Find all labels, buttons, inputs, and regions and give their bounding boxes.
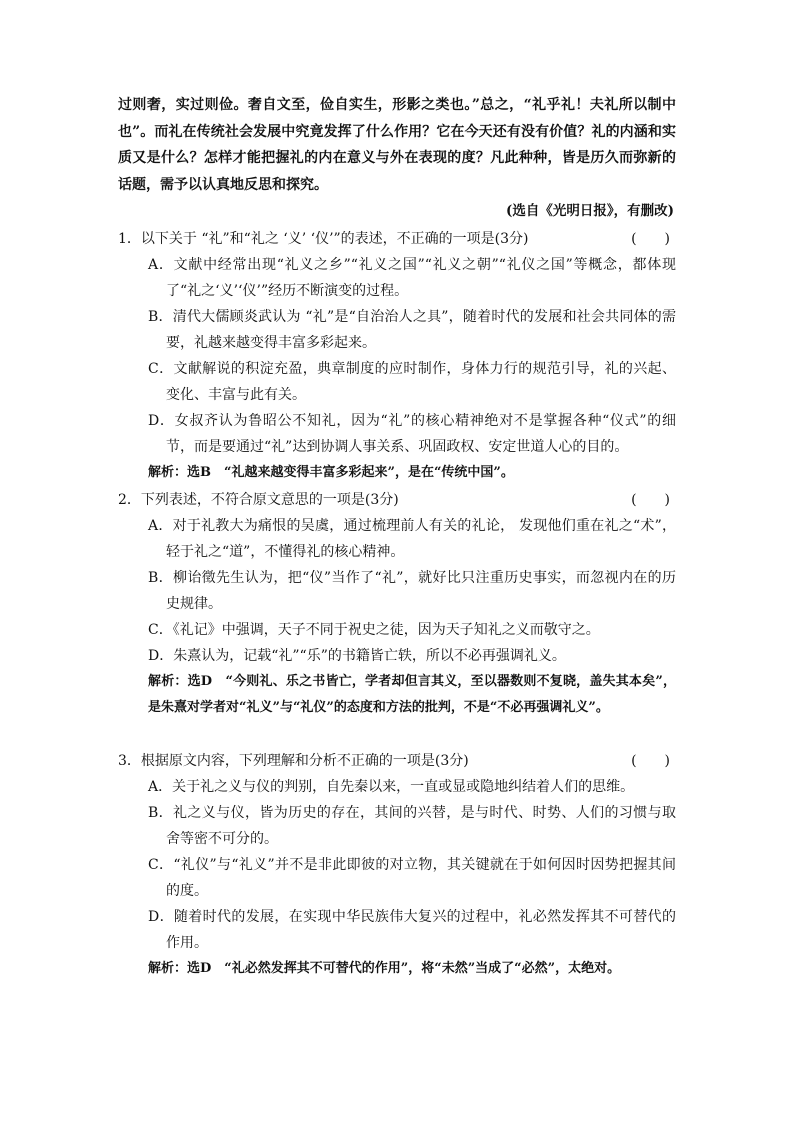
answer-blank: ( )	[631, 231, 670, 247]
option-c: C．《礼记》中强调，天子不同于祝史之徒，因为天子知礼之义而敬守之。	[148, 622, 600, 638]
option-a: A．文献中经常出现“礼义之乡”“礼义之国”“礼义之朝”“礼仪之国”等概念，都体现了“礼之‘义’‘仪’”经历不断演变的过程。	[148, 257, 676, 299]
question-stem	[118, 487, 676, 513]
question-stem-text: 3．根据原文内容，下列理解和分析不正确的一项是(3分)	[118, 753, 469, 769]
analysis: 解析：选B “礼越来越变得丰富多彩起来”，是在“传统中国”。	[148, 465, 514, 480]
question-2	[118, 487, 676, 721]
question-1	[118, 226, 676, 486]
question-stem	[118, 226, 676, 252]
question-stem-text: 1．以下关于 “礼”和“礼之 ‘义’ ‘仪’”的表述，不正确的一项是(3分)	[118, 231, 529, 247]
question-3	[118, 748, 676, 982]
option-b: B．礼之义与仪，皆为历史的存在，其间的兴替，是与时代、时势、人们的习惯与取舍等密不可分的。	[148, 805, 676, 847]
option-c: C．“礼仪”与“礼义”并不是非此即彼的对立物，其关键就在于如何因时因势把握其间的度。	[148, 857, 676, 899]
option-b: B．清代大儒顾炎武认为 “礼”是“自治治人之具”，随着时代的发展和社会共同体的需要，礼越来越变得丰富多彩起来。	[148, 309, 676, 351]
option-c: C．文献解说的积淀充盈，典章制度的应时制作，身体力行的规范引导，礼的兴起、变化、丰富与此有关。	[148, 361, 676, 403]
question-stem-text: 2．下列表述，不符合原文意思的一项是(3分)	[118, 492, 399, 508]
question-stem	[118, 748, 676, 774]
option-d: D．随着时代的发展，在实现中华民族伟大复兴的过程中，礼必然发挥其不可替代的作用。	[148, 909, 676, 951]
analysis: 解析：选D “今则礼、乐之书皆亡，学者却但言其义，至以器数则不复晓，盖失其本矣”，是朱熹对学者对“礼义”与“礼仪”的态度和方法的批判，不是“不必再强调礼义”。	[148, 674, 676, 715]
option-b: B．柳诒徵先生认为，把“仪”当作了“礼”，就好比只注重历史事实，而忽视内在的历史规律。	[148, 570, 676, 612]
option-a: A．对于礼教大为痛恨的吴虞，通过梳理前人有关的礼论， 发现他们重在礼之“术”，轻于礼之“道”，不懂得礼的核心精神。	[148, 518, 676, 560]
option-a: A．关于礼之义与仪的判别，自先秦以来，一直或显或隐地纠结着人们的思维。	[148, 779, 635, 795]
option-d: D．女叔齐认为鲁昭公不知礼，因为“礼”的核心精神绝对不是掌握各种“仪式”的细节，而是要通过“礼”达到协调人事关系、巩固政权、安定世道人心的目的。	[148, 413, 676, 455]
option-d: D．朱熹认为，记载“礼”“乐”的书籍皆亡轶，所以不必再强调礼义。	[148, 648, 566, 664]
answer-blank: ( )	[631, 753, 670, 769]
analysis: 解析：选D “礼必然发挥其不可替代的作用”，将“未然”当成了“必然”，太绝对。	[148, 961, 621, 976]
answer-blank: ( )	[631, 492, 670, 508]
source-citation: (选自《光明日报》，有删改)	[505, 203, 674, 219]
intro-paragraph: 过则奢，实过则俭。奢自文至，俭自实生，形影之类也。”总之，“礼乎礼！夫礼所以制中也”。而礼在传统社会发展中究竟发挥了什么作用？它在今天还有没有价值？礼的内涵和实质又是什么？怎样才能把握礼的内在意义与外在表现的度？凡此种种，皆是历久而弥新的话题，需予以认真地反思和探究。	[118, 97, 676, 193]
